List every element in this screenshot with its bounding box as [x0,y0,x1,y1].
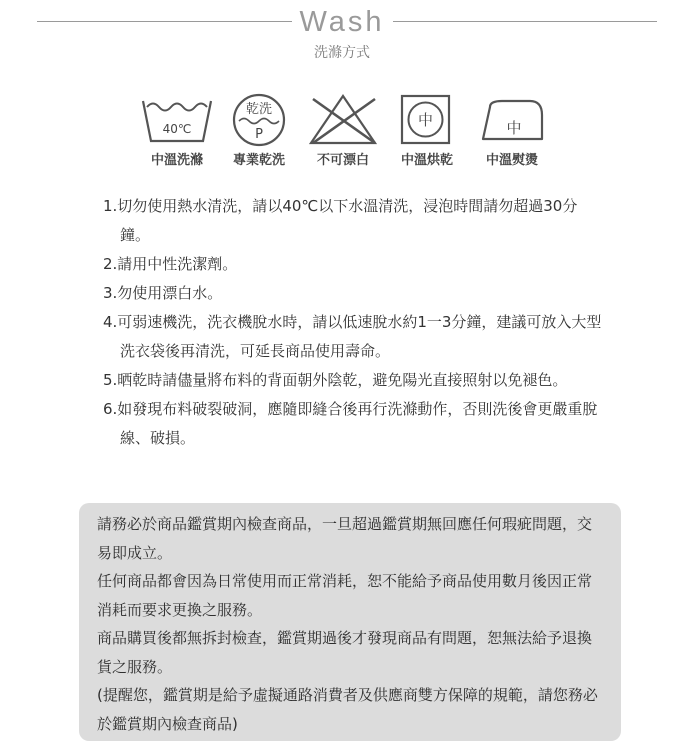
page-subtitle: 洗滌方式 [314,45,370,61]
notice-paragraph: (提醒您，鑑賞期是給予虛擬通路消費者及供應商雙方保障的規範，請您務必於鑑賞期內檢查商品) [97,686,598,733]
care-label-iron: 中溫熨燙 [485,153,538,168]
tumble-dry-icon [399,93,453,148]
instruction-item: 3.勿使用漂白水。 [103,284,223,302]
title-divider-left [37,21,292,22]
dry-clean-circle-icon [229,93,289,148]
iron-icon [480,93,546,148]
svg-text:中: 中 [506,119,522,137]
care-label-dry-clean: 專業乾洗 [232,153,285,168]
svg-text:40℃: 40℃ [162,122,192,136]
svg-text:P: P [255,127,263,142]
care-label-tumble-dry: 中溫烘乾 [400,153,453,168]
notice-paragraph: 任何商品都會因為日常使用而正常消耗，恕不能給予商品使用數月後因正常消耗而要求更換之服務。 [97,572,593,619]
no-bleach-icon [305,93,381,148]
wash-instructions [103,192,603,453]
care-label-no-bleach: 不可漂白 [316,153,369,168]
instruction-item: 2.請用中性洗潔劑。 [103,255,238,273]
svg-text:乾洗: 乾洗 [245,102,273,117]
title-divider-right [393,21,657,22]
page-title: Wash [299,6,385,38]
care-label-wash: 中溫洗滌 [150,153,203,168]
notice-paragraph: 請務必於商品鑑賞期內檢查商品，一旦超過鑑賞期無回應任何瑕疵問題，交易即成立。 [97,515,593,562]
return-policy-notice [79,503,621,741]
instruction-item: 5.晒乾時請儘量將布料的背面朝外陰乾，避免陽光直接照射以免褪色。 [103,371,568,389]
notice-paragraph: 商品購買後都無拆封檢查，鑑賞期過後才發現商品有問題，恕無法給予退換貨之服務。 [97,629,593,676]
instruction-item: 6.如發現布料破裂破洞，應隨即縫合後再行洗滌動作，否則洗後會更嚴重脫線、破損。 [103,400,598,447]
wash-basin-icon [140,93,214,148]
instruction-item: 4.可弱速機洗，洗衣機脫水時，請以低速脫水約1一3分鐘，建議可放入大型洗衣袋後再清洗，可延長商品使用壽命。 [103,313,602,360]
instruction-item: 1.切勿使用熱水清洗，請以40℃以下水溫清洗，浸泡時間請勿超過30分鐘。 [103,197,578,244]
svg-text:中: 中 [417,111,434,129]
